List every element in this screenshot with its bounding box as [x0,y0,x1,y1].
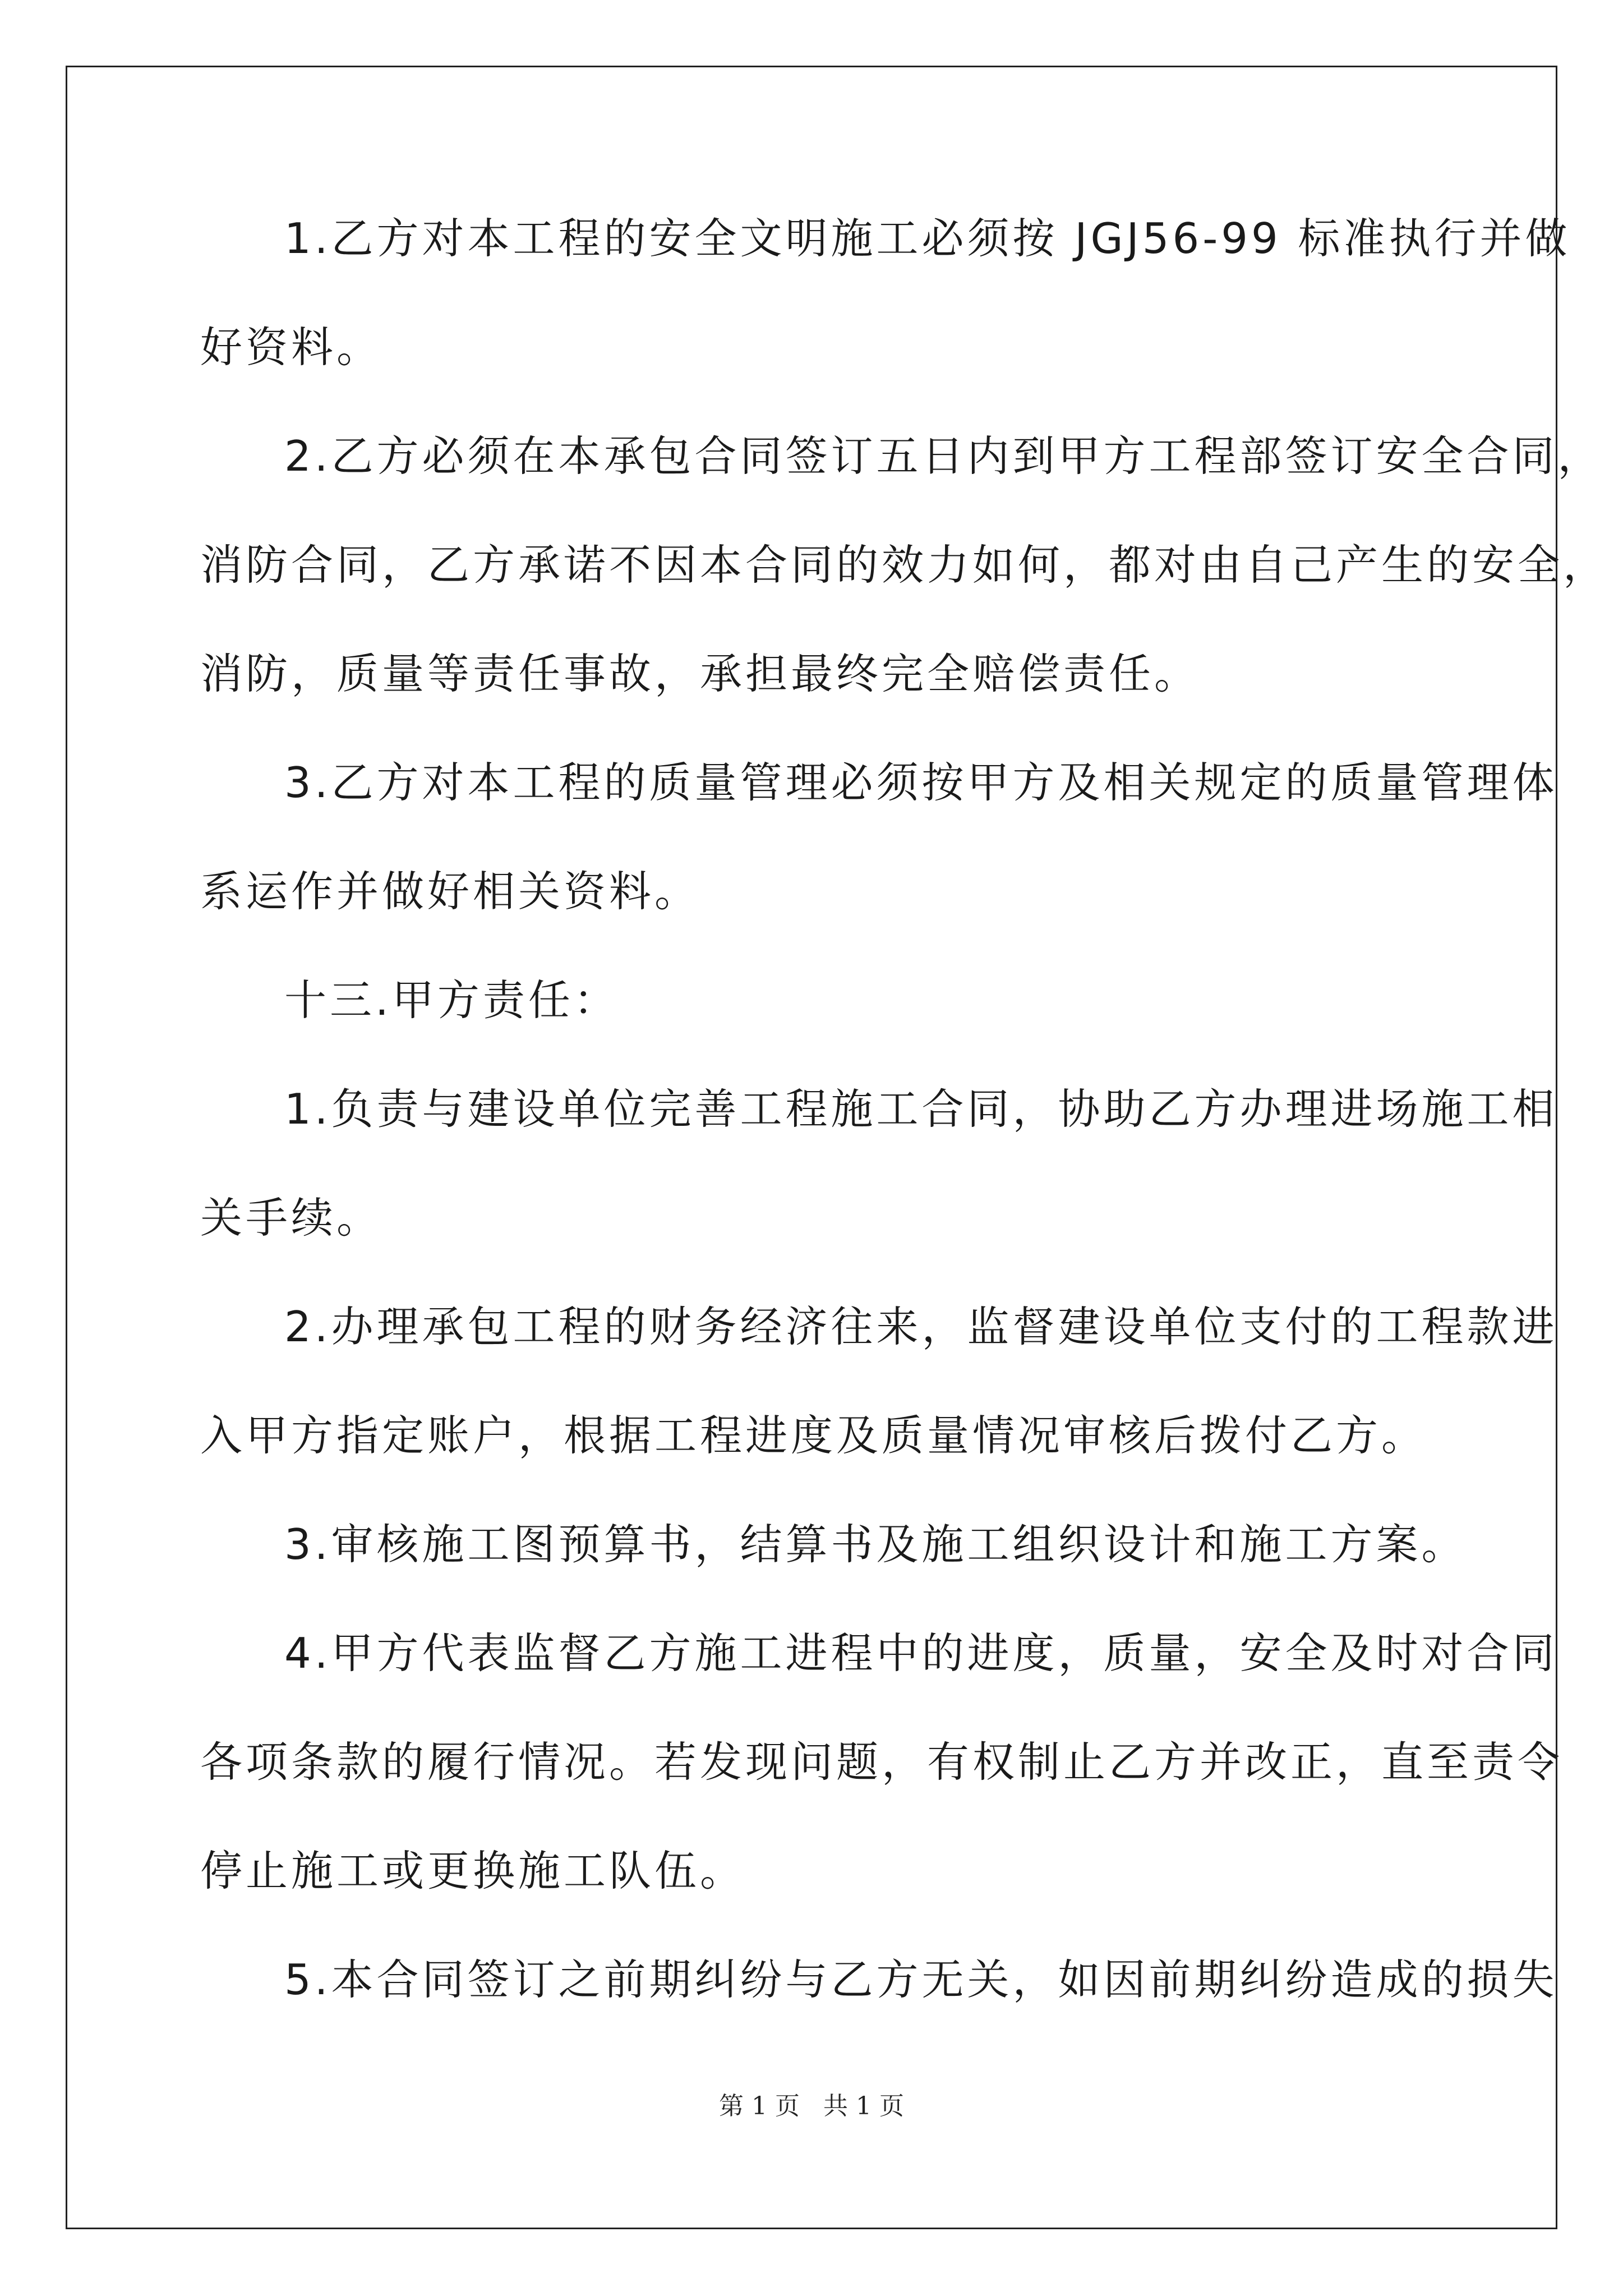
paragraph-line: 3.乙方对本工程的质量管理必须按甲方及相关规定的质量管理体 [284,758,1558,807]
section-heading: 十三.甲方责任： [284,976,619,1025]
paragraph-line: 入甲方指定账户，根据工程进度及质量情况审核后拨付乙方。 [200,1411,1427,1460]
page-total: 共 1 页 [823,2092,904,2120]
paragraph-line: 关手续。 [200,1193,382,1243]
page-footer [0,2090,1623,2123]
paragraph-line: 好资料。 [200,323,382,372]
paragraph-line: 消防，质量等责任事故，承担最终完全赔偿责任。 [200,649,1200,698]
paragraph-line: 5.本合同签订之前期纠纷与乙方无关，如因前期纠纷造成的损失 [284,1955,1558,2004]
page-number: 第 1 页 [719,2092,800,2120]
paragraph-line: 系运作并做好相关资料。 [200,867,700,916]
paragraph-line: 1.负责与建设单位完善工程施工合同，协助乙方办理进场施工相 [284,1084,1558,1134]
paragraph-line: 各项条款的履行情况。若发现问题，有权制止乙方并改正，直至责令 [200,1737,1564,1787]
paragraph-line: 2.办理承包工程的财务经济往来，监督建设单位支付的工程款进 [284,1302,1558,1351]
paragraph-line: 4.甲方代表监督乙方施工进程中的进度，质量，安全及时对合同 [284,1628,1558,1678]
paragraph-line: 2.乙方必须在本承包合同签订五日内到甲方工程部签订安全合同， [284,431,1603,481]
paragraph-line: 1.乙方对本工程的安全文明施工必须按 JGJ56-99 标准执行并做 [284,214,1571,263]
paragraph-line: 3.审核施工图预算书，结算书及施工组织设计和施工方案。 [284,1520,1467,1569]
page-border [66,66,1557,2229]
paragraph-line: 停止施工或更换施工队伍。 [200,1846,746,1895]
paragraph-line: 消防合同，乙方承诺不因本合同的效力如何，都对由自己产生的安全， [200,540,1609,590]
